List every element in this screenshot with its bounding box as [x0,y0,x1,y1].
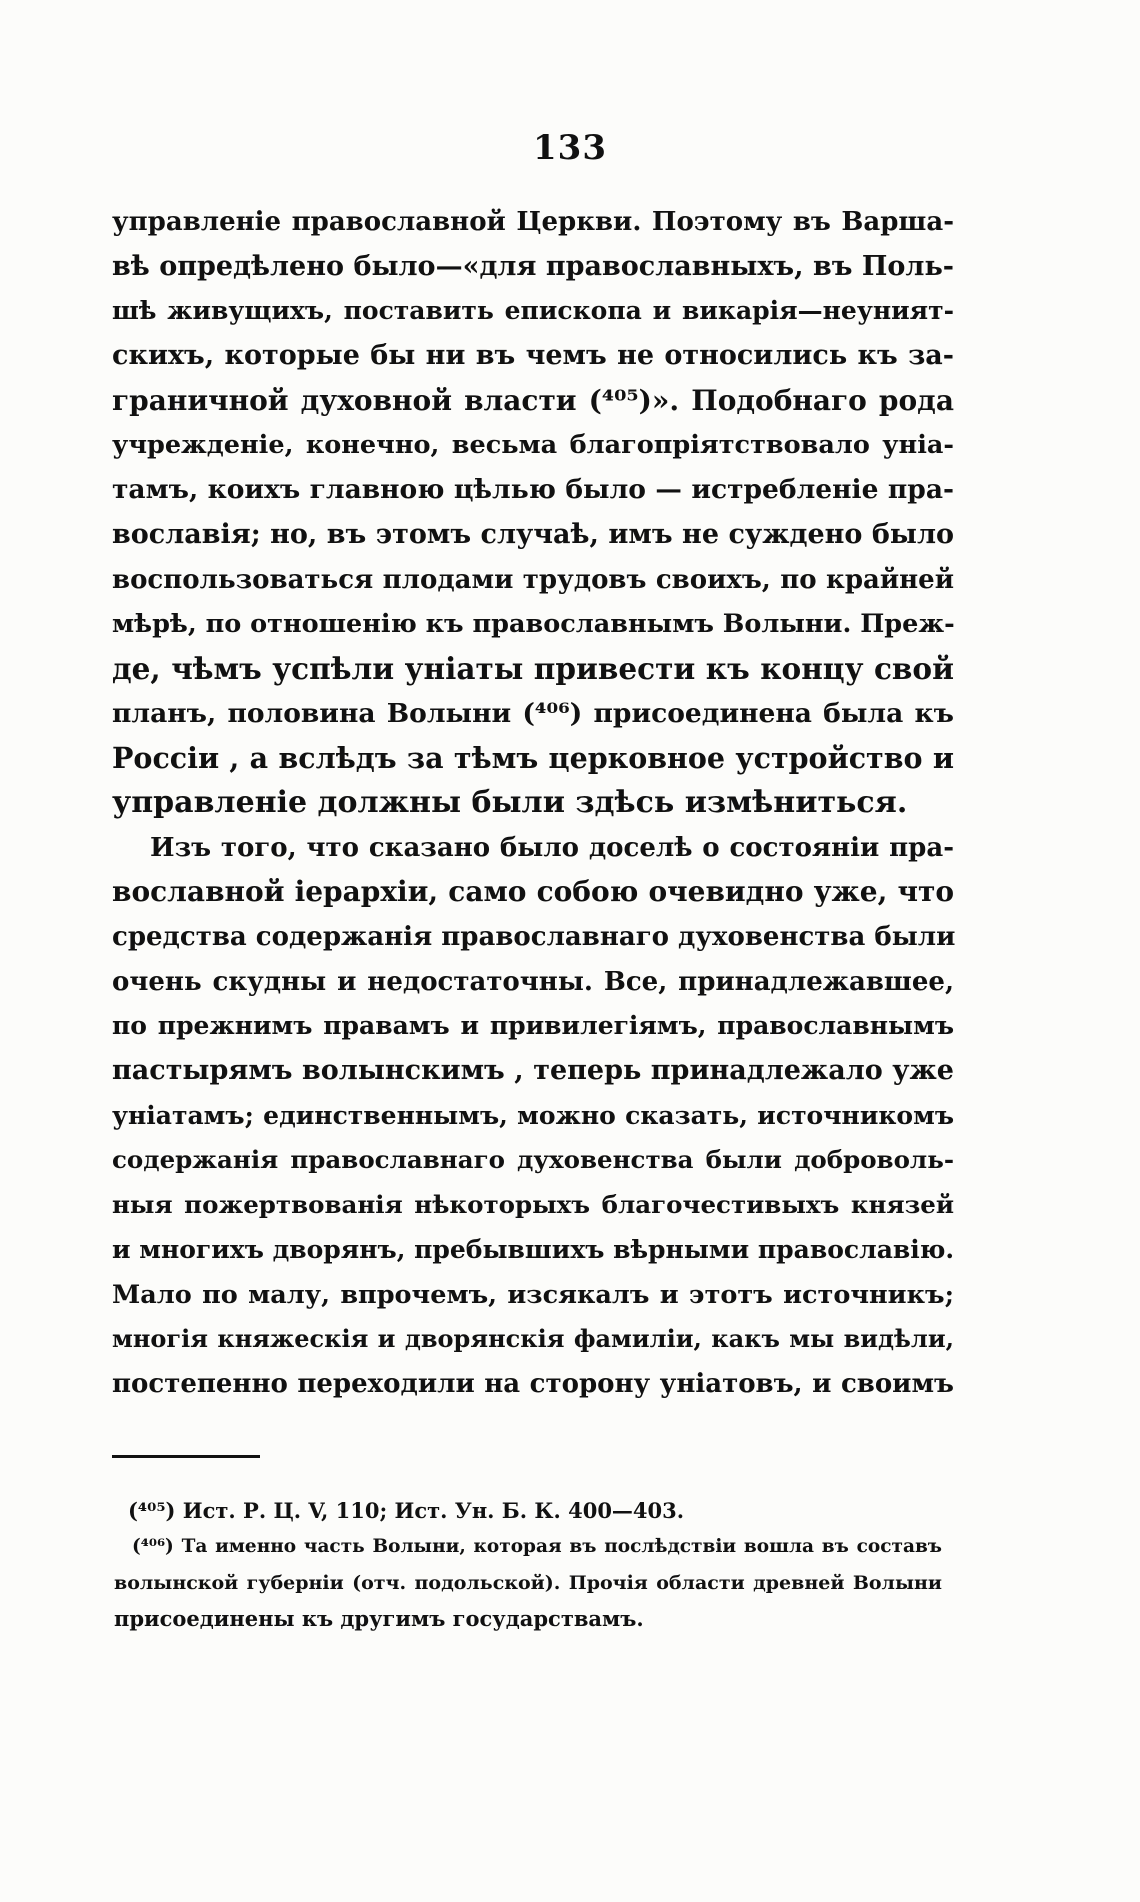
page-number: 133 [533,128,607,168]
text-line: постепенно переходили на сторону уніатовъ, и своимъ [112,1368,954,1399]
text-line: тамъ, коихъ главною цѣлью было — истребленіе пра- [112,474,954,506]
text-line: планъ, половина Волыни (⁴⁰⁶) присоединена была къ [112,697,954,729]
text-line: вѣ опредѣлено было—«для православныхъ, въ Поль- [112,250,954,282]
text-line: шѣ живущихъ, поставить епископа и викарія—неуният- [112,296,954,326]
body-text [112,200,954,1407]
text-line: управленіе должны были здѣсь измѣниться. [112,784,908,820]
footnote-line: присоединены къ другимъ государствамъ. [114,1606,644,1631]
text-line: учрежденіе, конечно, весьма благопріятствовало уніа- [112,430,954,461]
footnote-405 [128,1493,942,1529]
text-line: де, чѣмъ успѣли уніаты привести къ концу свой [112,650,954,686]
text-line: мѣрѣ, по отношенію къ православнымъ Волыни. Преж- [112,609,955,640]
text-line: пастырямъ волынскимъ , теперь принадлежало уже [112,1055,954,1087]
text-line: и многихъ дворянъ, пребывшихъ вѣрными православію. [112,1234,955,1264]
text-line: содержанія православнаго духовенства были доброволь- [112,1145,954,1175]
paragraph-1 [112,200,954,826]
text-line: уніатамъ; единственнымъ, можно сказать, источникомъ [112,1100,954,1130]
text-line: скихъ, которые бы ни въ чемъ не относились къ за- [112,340,954,372]
footnote-line: (⁴⁰⁶) Та именно часть Волыни, которая въ послѣдствіи вошла въ составъ [132,1536,942,1557]
text-line: граничной духовной власти (⁴⁰⁵)». Подобнаго рода [112,383,954,417]
footnote-divider [112,1455,260,1458]
text-line: многія княжескія и дворянскія фамиліи, какъ мы видѣли, [112,1324,954,1354]
text-line: Изъ того, что сказано было доселѣ о состояніи пра- [150,832,954,863]
text-line: вославной іерархіи, само собою очевидно уже, что [112,875,954,909]
footnotes [114,1493,942,1637]
text-line: средства содержанія православнаго духовенства были [112,922,956,952]
text-line: вославія; но, въ этомъ случаѣ, имъ не суждено было [112,518,954,550]
footnote-line: волынской губерніи (отч. подольской). Прочія области древней Волыни [114,1572,942,1594]
text-line: очень скудны и недостаточны. Все, принадлежавшее, [112,966,954,997]
footnote-line: (⁴⁰⁵) Ист. Р. Ц. V, 110; Ист. Ун. Б. К. 400—403. [128,1498,685,1523]
text-line: Мало по малу, впрочемъ, изсякалъ и этотъ источникъ; [112,1279,954,1310]
text-line: ныя пожертвованія нѣкоторыхъ благочестивыхъ князей [112,1190,954,1220]
text-line: по прежнимъ правамъ и привилегіямъ, православнымъ [112,1011,954,1041]
footnote-406 [114,1529,942,1637]
paragraph-2 [112,826,954,1407]
text-line: Россіи , а вслѣдъ за тѣмъ церковное устройство и [112,741,954,776]
text-line: управленіе православной Церкви. Поэтому въ Варша- [112,207,954,237]
text-line: воспользоваться плодами трудовъ своихъ, по крайней [112,564,954,595]
